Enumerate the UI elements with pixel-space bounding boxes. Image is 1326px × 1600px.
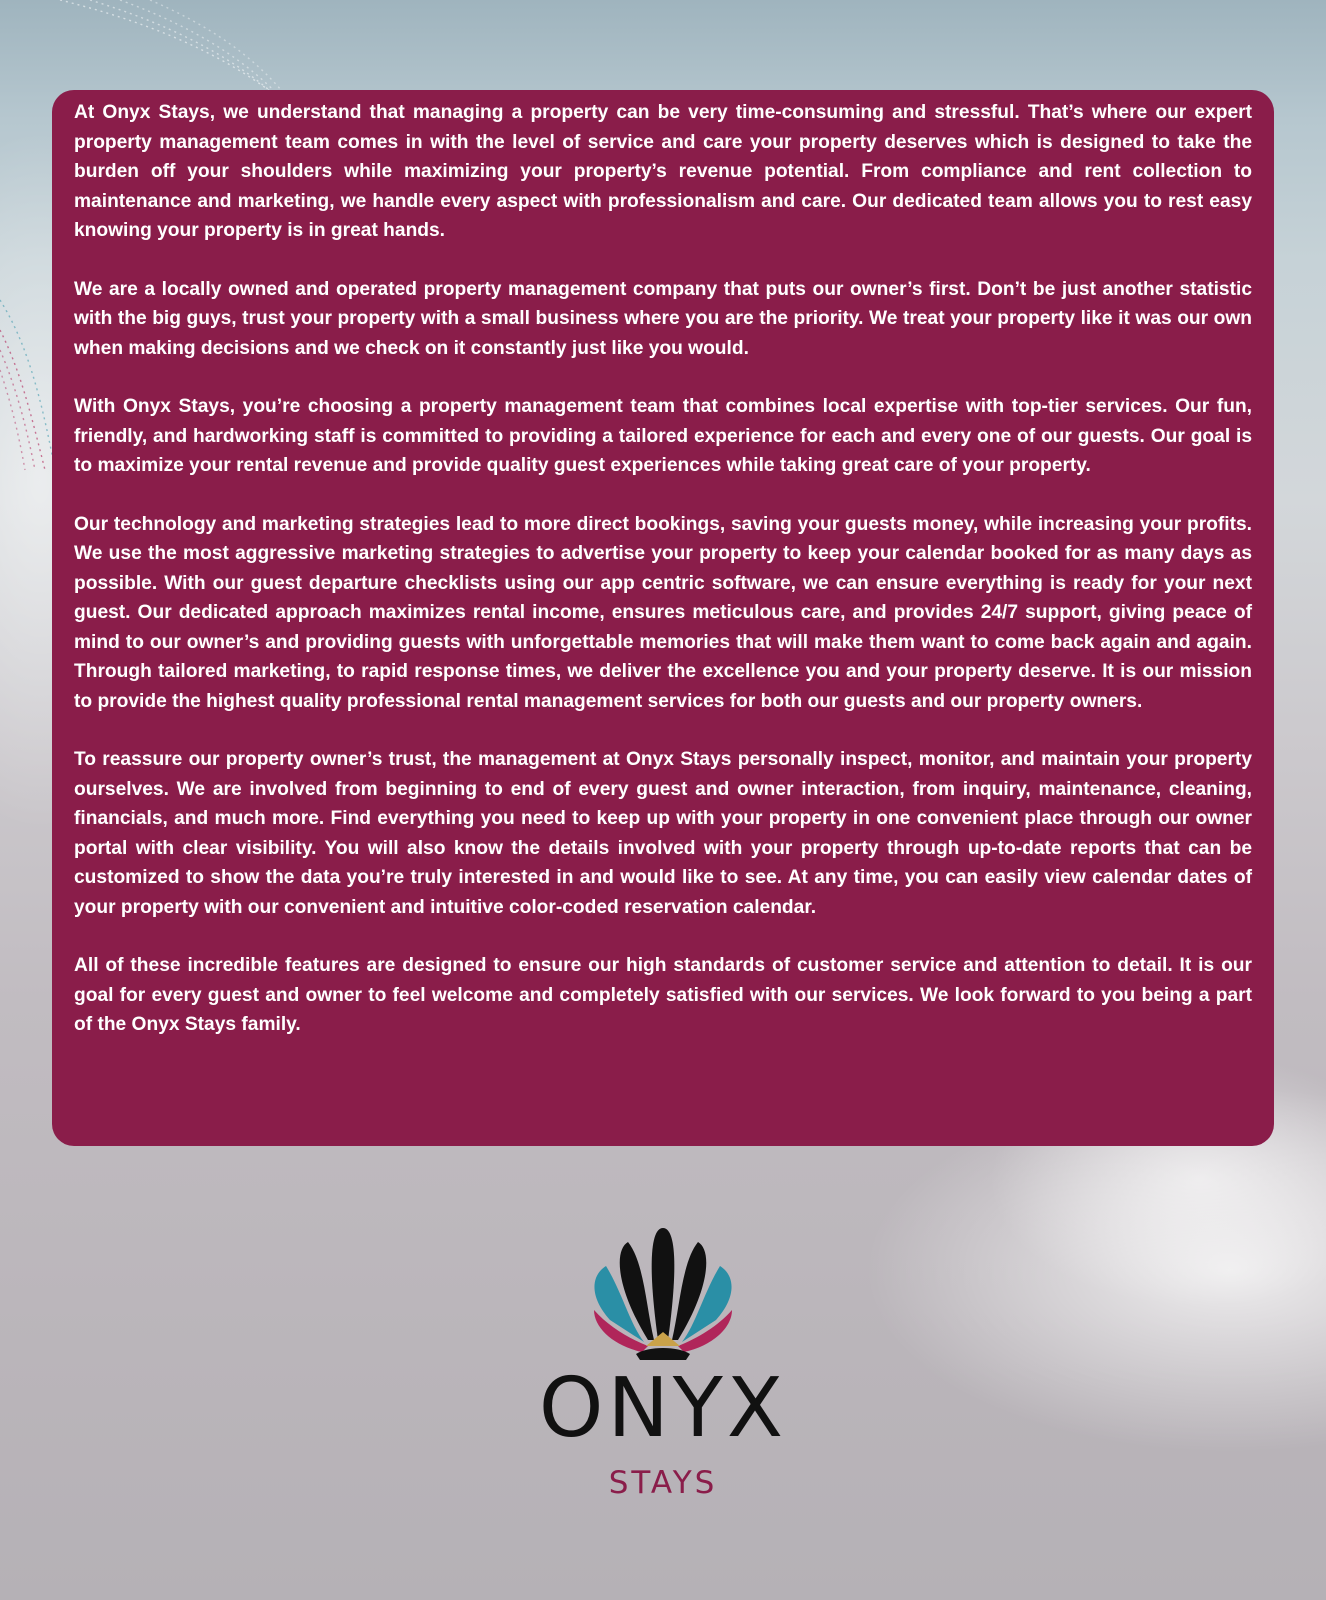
paragraph-technology-marketing: Our technology and marketing strategies lead to more direct bookings, saving your guests money, while increasing your profits. We use the most aggressive marketing strategies to advertise your property to keep your calendar booked for as many days as possible. With our guest departure checklists using our app centric software, we can ensure everything is ready for your next guest. Our dedicated approach maximizes rental income, ensures meticulous care, and provides 24/7 support, giving peace of mind to our owner’s and providing guests with unforgettable memories that will make them want to come back again and again. Through tailored marketing, to rapid response times, we deliver the excellence you and your property deserve. It is our mission to provide the highest quality professional rental management services for both our guests and our property owners.	[74, 513, 1252, 712]
paragraph-intro: At Onyx Stays, we understand that managing a property can be very time-consuming and stressful. That’s where our expert property management team comes in with the level of service and care your property deserves which is designed to take the burden off your shoulders while maximizing your property’s revenue potential. From compliance and rent collection to maintenance and marketing, we handle every aspect with professionalism and care. Our dedicated team allows you to rest easy knowing your property is in great hands.	[74, 102, 1252, 241]
onyx-stays-logo	[520, 1228, 806, 1518]
paragraph-owner-trust: To reassure our property owner’s trust, the management at Onyx Stays personally inspect, monitor, and maintain your property ourselves. We are involved from beginning to end of every guest and owner interaction, from inquiry, maintenance, cleaning, financials, and much more. Find everything you need to keep up with your property in one convenient place through our owner portal with clear visibility. You will also know the details involved with your property through up-to-date reports that can be customized to show the data you’re truly interested in and would like to see. At any time, you can easily view calendar dates of your property with our convenient and intuitive color-coded reservation calendar.	[74, 749, 1252, 918]
paragraph-closing: All of these incredible features are designed to ensure our high standards of customer service and attention to detail. It is our goal for every guest and owner to feel welcome and completely satisfied with our services. We look forward to you being a part of the Onyx Stays family.	[74, 955, 1252, 1035]
logo-wordmark: ONYX	[538, 1361, 788, 1456]
paragraph-team: With Onyx Stays, you’re choosing a property management team that combines local expertise with top-tier services. Our fun, friendly, and hardworking staff is committed to providing a tailored experience for each and every one of our guests. Our goal is to maximize your rental revenue and provide quality guest experiences while taking great care of your property.	[74, 396, 1252, 476]
content-panel	[52, 90, 1274, 1146]
logo-subtitle: STAYS	[608, 1465, 718, 1501]
shell-icon	[588, 1228, 738, 1363]
paragraph-local-company: We are a locally owned and operated property management company that puts our owner’s first. Don’t be just another statistic with the big guys, trust your property with a small business where you are the priority. We treat your property like it was our own when making decisions and we check on it constantly just like you would.	[74, 278, 1252, 359]
